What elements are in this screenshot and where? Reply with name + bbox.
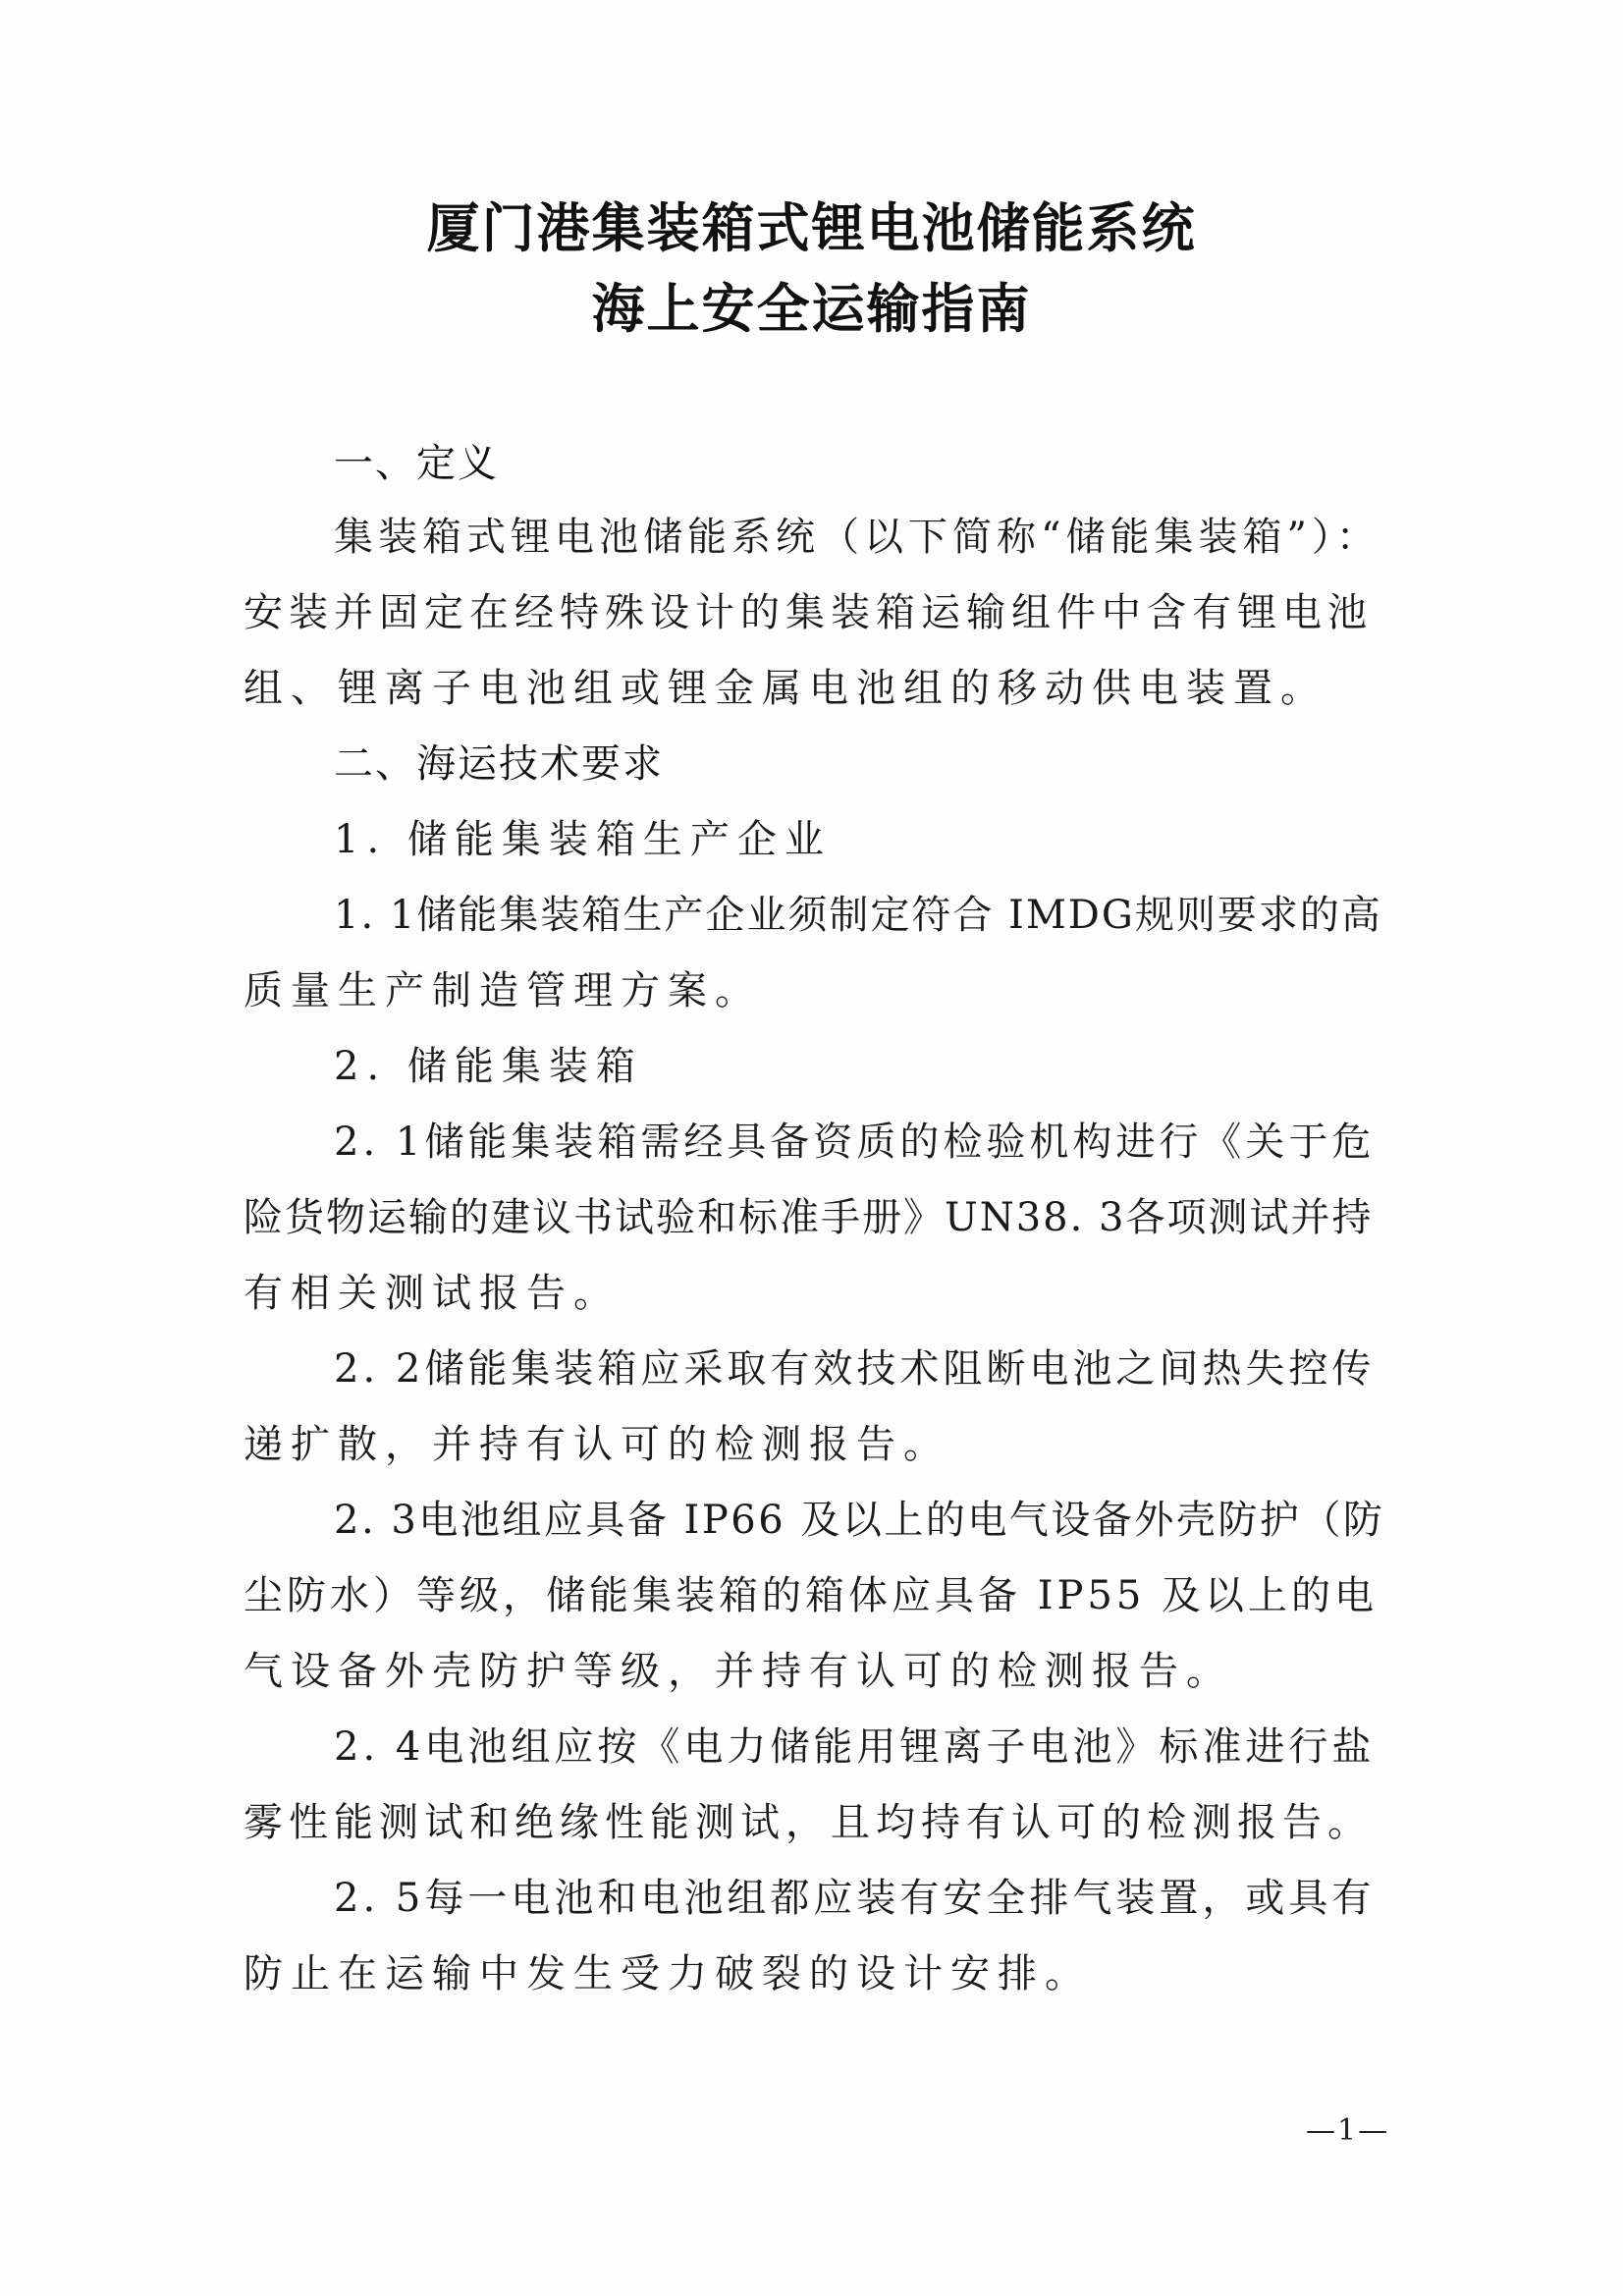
item2-2-line: 2. 2储能集装箱应采取有效技术阻断电池之间热失控传 bbox=[334, 1346, 1376, 1392]
definition-line: 安装并固定在经特殊设计的集装箱运输组件中含有锂电池 bbox=[243, 590, 1373, 635]
document-title-line2: 海上安全运输指南 bbox=[591, 278, 1032, 340]
item2-4-line: 雾性能测试和绝缘性能测试，且均持有认可的检测报告。 bbox=[243, 1800, 1373, 1845]
item2-3-line: 气设备外壳防护等级，并持有认可的检测报告。 bbox=[243, 1649, 1233, 1694]
section1-heading: 一、定义 bbox=[334, 441, 499, 486]
item2-3-line: 2. 3电池组应具备 IP66 及以上的电气设备外壳防护（防 bbox=[334, 1498, 1385, 1543]
item2-1-line: 有相关测试报告。 bbox=[243, 1271, 621, 1316]
item2-4-line: 2. 4电池组应按《电力储能用锂离子电池》标准进行盐 bbox=[334, 1724, 1376, 1770]
section2-heading: 二、海运技术要求 bbox=[334, 741, 664, 787]
document-title-line1: 厦门港集装箱式锂电池储能系统 bbox=[426, 197, 1197, 259]
item2-3-line: 尘防水）等级，储能集装箱的箱体应具备 IP55 及以上的电 bbox=[243, 1573, 1379, 1618]
item2-1-line: 2. 1储能集装箱需经具备资质的检验机构进行《关于危 bbox=[334, 1120, 1376, 1165]
page-number: —1— bbox=[1306, 2113, 1390, 2148]
definition-line: 集装箱式锂电池储能系统（以下简称“储能集装箱”）： bbox=[334, 515, 1380, 560]
definition-line: 组、锂离子电池组或锂金属电池组的移动供电装置。 bbox=[243, 666, 1327, 711]
item1-heading: 1. 储能集装箱生产企业 bbox=[334, 817, 832, 862]
item2-5-line: 防止在运输中发生受力破裂的设计安排。 bbox=[243, 1951, 1092, 1996]
item2-heading: 2. 储能集装箱 bbox=[334, 1044, 643, 1089]
item1-1-line: 1. 1储能集装箱生产企业须制定符合 IMDG规则要求的高 bbox=[334, 893, 1382, 938]
item1-1-line: 质量生产制造管理方案。 bbox=[243, 968, 762, 1013]
item2-2-line: 递扩散，并持有认可的检测报告。 bbox=[243, 1422, 950, 1467]
item2-5-line: 2. 5每一电池和电池组都应装有安全排气装置，或具有 bbox=[334, 1876, 1376, 1921]
item2-1-line: 险货物运输的建议书试验和标准手册》UN38. 3各项测试并持 bbox=[243, 1195, 1374, 1240]
